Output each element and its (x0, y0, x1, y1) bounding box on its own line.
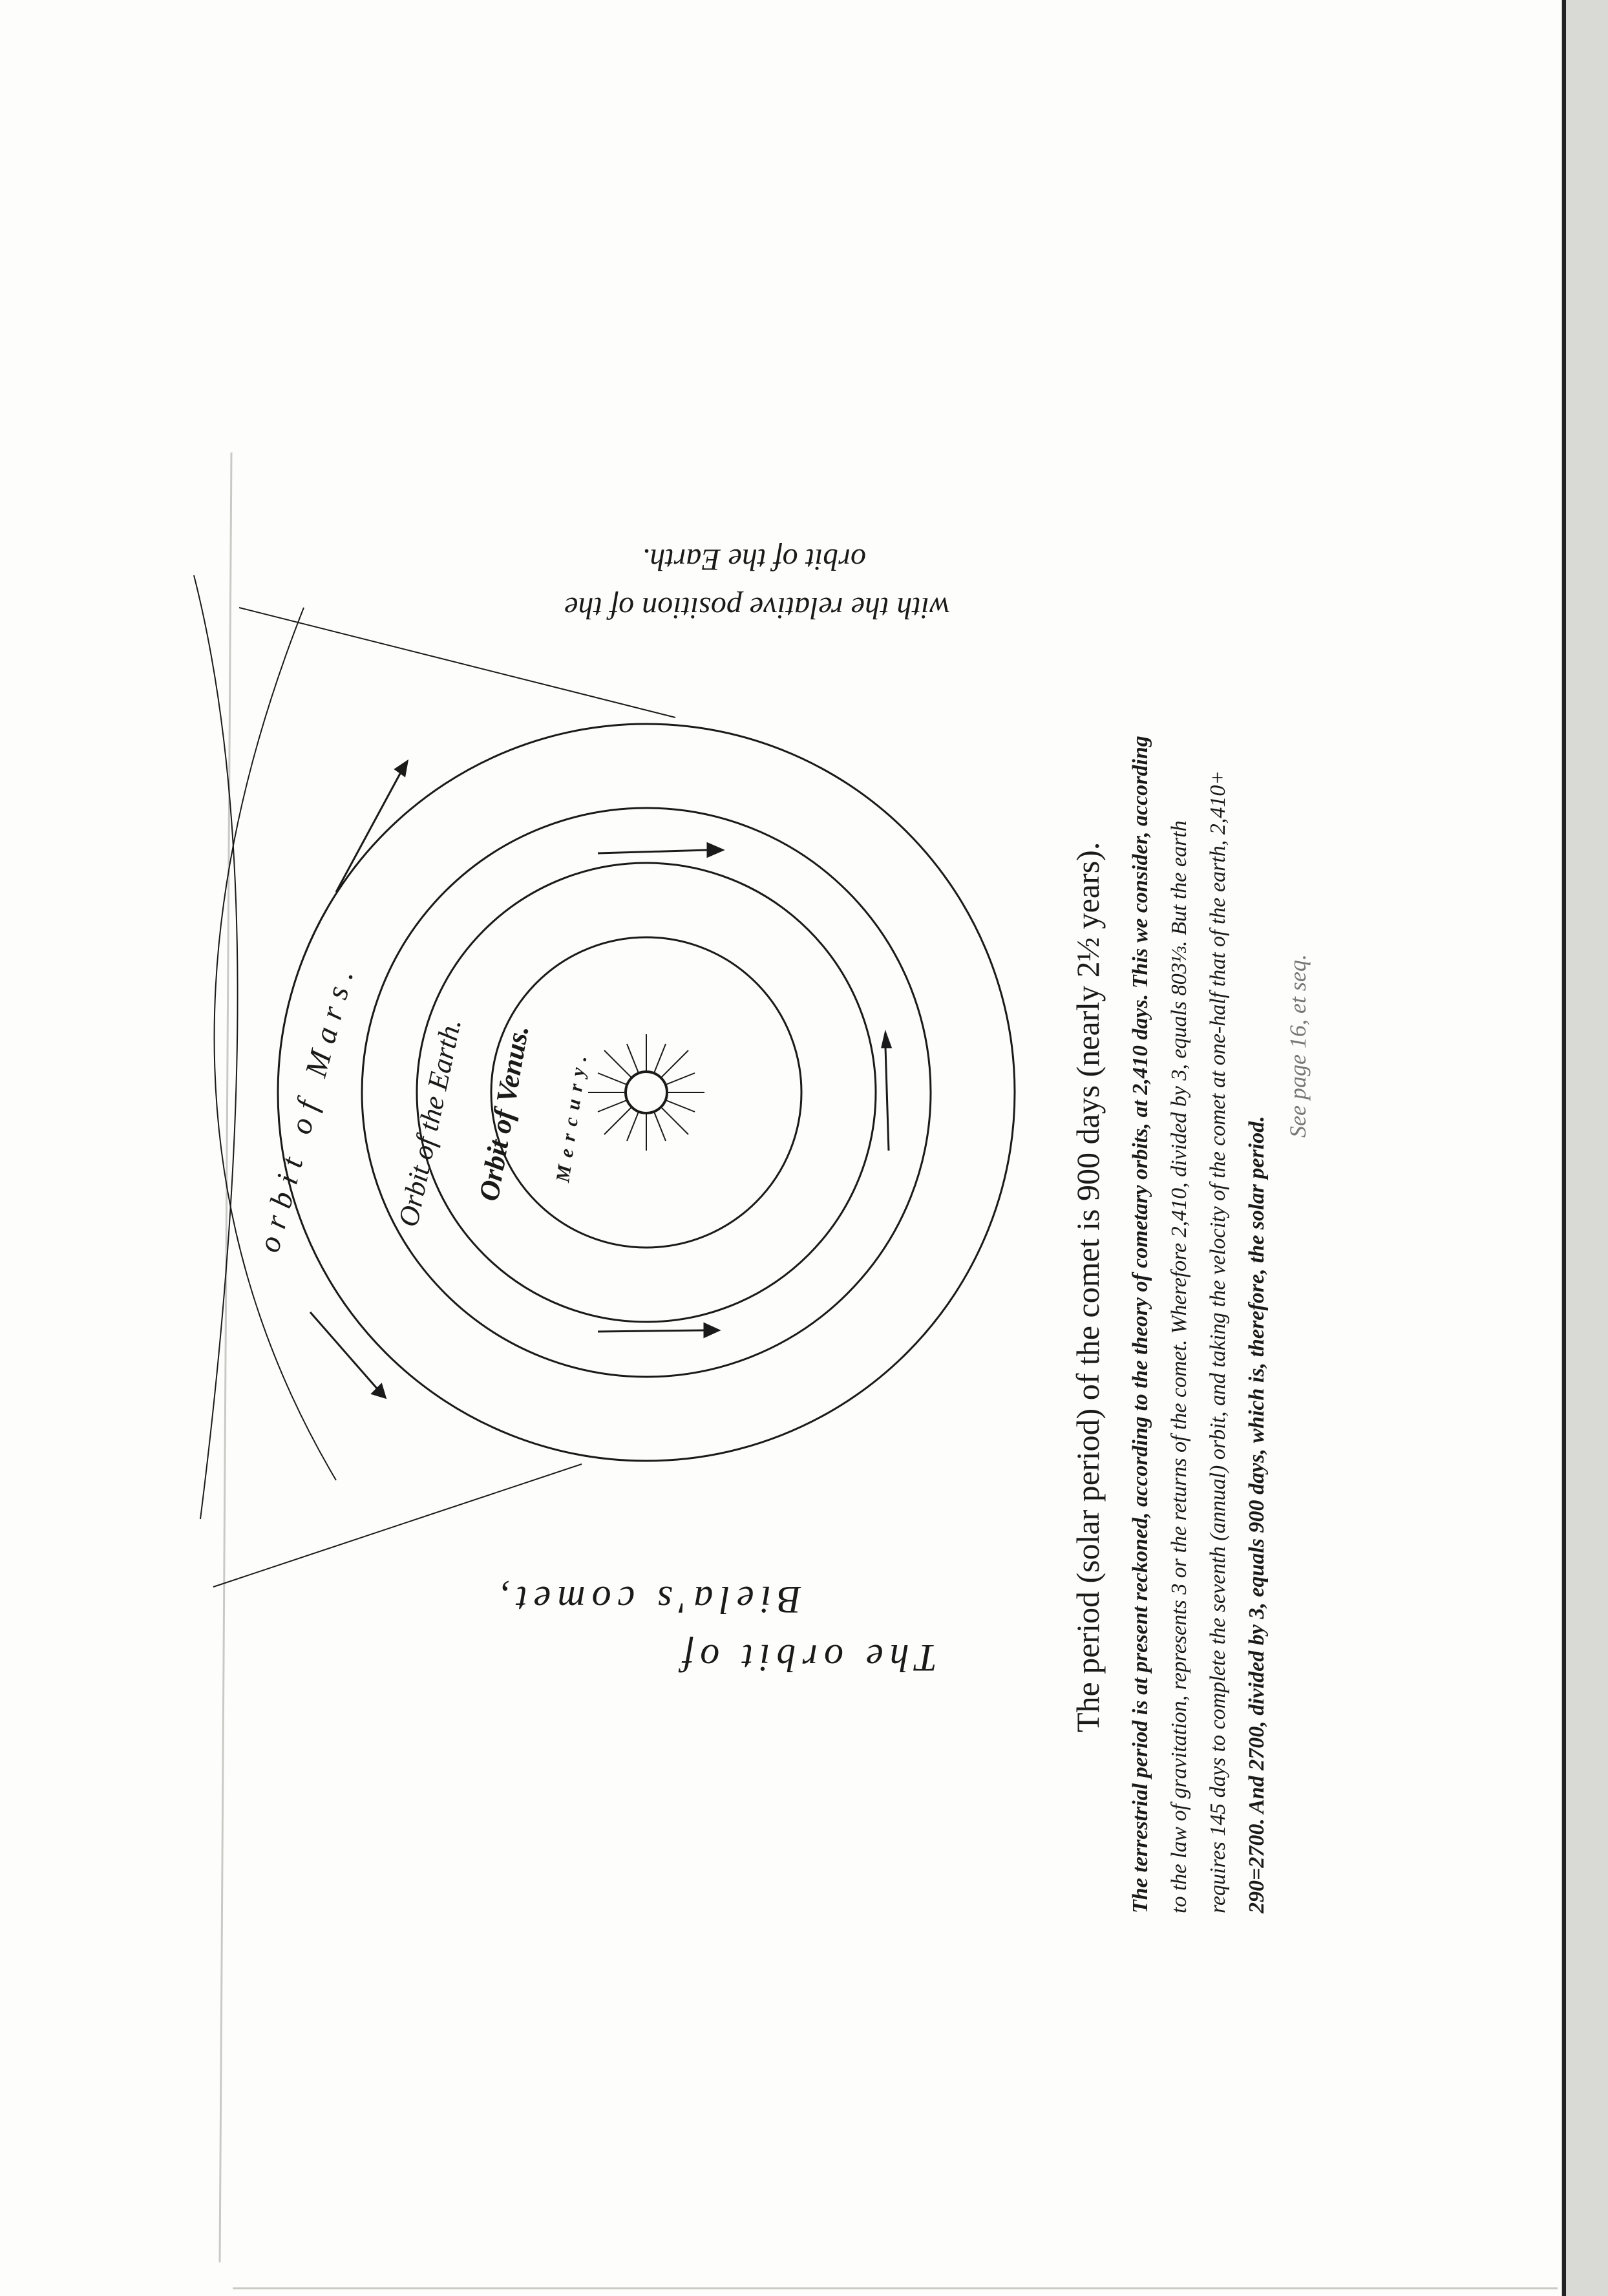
caption-line-2: to the law of gravitation, represents 3 or the returns of the comet. Wherefore 2,410, divided by 3, equals 803⅓. But the earth (1167, 820, 1191, 1913)
arrow-mars-top (336, 761, 407, 892)
arrow-mercury-top (598, 844, 723, 856)
label-orbit-venus: Orbit of Venus. (472, 1023, 535, 1204)
caption-line-1: The terrestrial period is at present reckoned, according to the theory of cometary orbits, at 2,410 days. This we consider, according (1128, 736, 1152, 1913)
arrow-earth-right (882, 1033, 891, 1151)
label-orbit-earth: Orbit of the Earth. (392, 1015, 467, 1230)
comet-orbit-line-lower (213, 1464, 582, 1587)
diagram-title-line-2: Biela's comet, (493, 1578, 801, 1621)
outer-arc-1 (194, 575, 238, 1519)
diagram-title-line-1: The orbit of (676, 1637, 937, 1679)
caption-block (1070, 736, 1311, 1914)
caption-line-4: 290=2700. And 2700, divided by 3, equals 900 days, which is, therefore, the solar period. (1245, 1116, 1269, 1913)
diagram-title-line-3: with the relative position of the (564, 591, 950, 625)
caption-heading: The period (solar period) of the comet is 900 days (nearly 2½ years). (1070, 842, 1106, 1732)
sun-icon (588, 1034, 704, 1151)
caption-reference: See page 16, et seq. (1285, 954, 1311, 1138)
arrow-mercury-bottom (598, 1324, 719, 1337)
label-orbit-mars: orbit of Mars. (251, 957, 363, 1256)
right-page-edge (1561, 0, 1608, 2296)
diagram-title-line-4: orbit of the Earth. (642, 542, 866, 577)
label-orbit-mercury: Mercury. (552, 1047, 593, 1184)
arrow-mars-bottom (310, 1312, 385, 1398)
caption-line-3: requires 145 days to complete the seventh (annual) orbit, and taking the velocity of the comet at one-half that of the earth, 2,410+ (1206, 770, 1230, 1913)
